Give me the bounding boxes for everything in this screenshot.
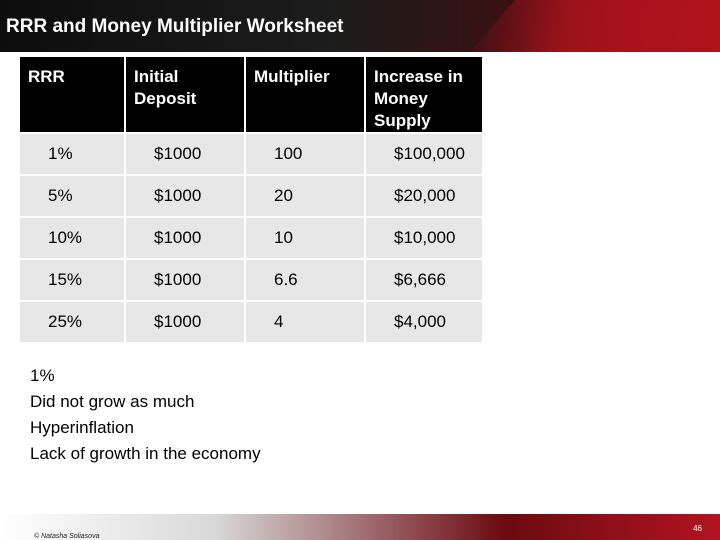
note-line: Did not grow as much: [30, 392, 195, 411]
table-row: [20, 134, 482, 174]
cell-rrr: 1%: [20, 134, 124, 174]
cell-money-supply: $20,000: [366, 176, 482, 216]
footer-credit: © Natasha Soliasova: [34, 533, 100, 540]
title-bar-accent: [470, 0, 720, 52]
header-initial-deposit: Initial Deposit: [126, 57, 244, 132]
cell-money-supply: $4,000: [366, 302, 482, 342]
worksheet-table: [18, 55, 484, 344]
title-bar: [0, 0, 720, 52]
note-line: 1%: [30, 366, 55, 385]
cell-deposit: $1000: [126, 260, 244, 300]
cell-rrr: 15%: [20, 260, 124, 300]
cell-multiplier: 4: [246, 302, 364, 342]
cell-deposit: $1000: [126, 218, 244, 258]
header-rrr: RRR: [20, 57, 124, 132]
cell-rrr: 5%: [20, 176, 124, 216]
cell-multiplier: 20: [246, 176, 364, 216]
cell-deposit: $1000: [126, 302, 244, 342]
cell-multiplier: 100: [246, 134, 364, 174]
cell-money-supply: $100,000: [366, 134, 482, 174]
cell-deposit: $1000: [126, 134, 244, 174]
table-row: [20, 302, 482, 342]
slide-title: RRR and Money Multiplier Worksheet: [6, 16, 344, 37]
header-multiplier: Multiplier: [246, 57, 364, 132]
table-row: [20, 176, 482, 216]
cell-multiplier: 6.6: [246, 260, 364, 300]
note-line: Hyperinflation: [30, 418, 134, 437]
header-money-supply: Increase in Money Supply: [366, 57, 482, 132]
notes-block: [30, 363, 261, 467]
note-line: Lack of growth in the economy: [30, 444, 261, 463]
cell-multiplier: 10: [246, 218, 364, 258]
table-header-row: [20, 57, 482, 132]
cell-money-supply: $10,000: [366, 218, 482, 258]
page-number: 46: [693, 524, 702, 533]
table-row: [20, 260, 482, 300]
cell-money-supply: $6,666: [366, 260, 482, 300]
cell-rrr: 25%: [20, 302, 124, 342]
cell-deposit: $1000: [126, 176, 244, 216]
table-row: [20, 218, 482, 258]
footer-bar: [0, 514, 720, 540]
cell-rrr: 10%: [20, 218, 124, 258]
